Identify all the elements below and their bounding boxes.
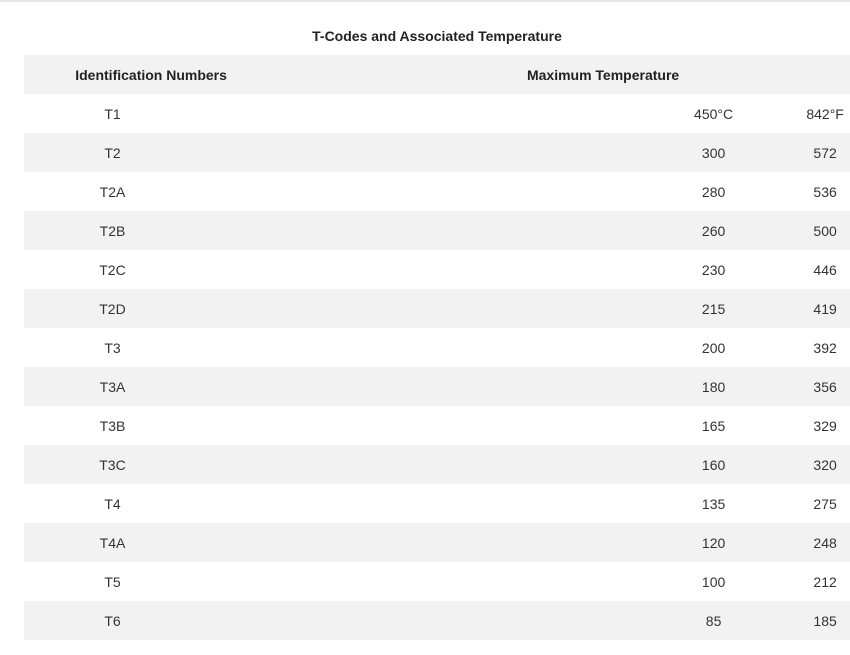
- table-row: [24, 211, 850, 250]
- cell-temperature-fahrenheit: 248: [813, 534, 837, 551]
- cell-temperature-celsius: 450°C: [694, 105, 734, 122]
- cell-temperature-fahrenheit: 842°F: [806, 105, 844, 122]
- table-row: [24, 289, 850, 328]
- table-row: [24, 172, 850, 211]
- table-row: [24, 523, 850, 562]
- cell-temperature-fahrenheit: 356: [813, 378, 837, 395]
- cell-temperature-celsius: 135: [701, 495, 726, 512]
- cell-identification-number: T2: [104, 144, 121, 161]
- cell-identification-number: T6: [104, 612, 121, 629]
- t-codes-table: [24, 16, 850, 640]
- cell-temperature-celsius: 160: [701, 456, 726, 473]
- table-row: [24, 562, 850, 601]
- table-row: [24, 367, 850, 406]
- table-body: [24, 94, 850, 640]
- table-row: [24, 250, 850, 289]
- cell-temperature-celsius: 300: [701, 144, 726, 161]
- table-header-row: [24, 55, 850, 94]
- cell-temperature-celsius: 200: [701, 339, 726, 356]
- cell-temperature-fahrenheit: 275: [813, 495, 837, 512]
- cell-identification-number: T3B: [99, 417, 126, 434]
- cell-temperature-celsius: 180: [701, 378, 726, 395]
- cell-identification-number: T4: [104, 495, 121, 512]
- cell-temperature-celsius: 280: [701, 183, 726, 200]
- cell-temperature-celsius: 165: [701, 417, 726, 434]
- table-row: [24, 484, 850, 523]
- cell-identification-number: T2C: [99, 261, 126, 278]
- cell-temperature-celsius: 230: [701, 261, 726, 278]
- cell-temperature-fahrenheit: 320: [813, 456, 837, 473]
- header-maximum-temperature: Maximum Temperature: [526, 66, 680, 83]
- cell-temperature-celsius: 260: [701, 222, 726, 239]
- cell-temperature-fahrenheit: 446: [813, 261, 837, 278]
- cell-temperature-celsius: 85: [705, 612, 722, 629]
- cell-temperature-fahrenheit: 536: [813, 183, 837, 200]
- cell-temperature-celsius: 120: [701, 534, 726, 551]
- cell-identification-number: T5: [104, 573, 121, 590]
- top-divider: [0, 0, 850, 2]
- cell-temperature-fahrenheit: 212: [813, 573, 837, 590]
- cell-temperature-fahrenheit: 392: [813, 339, 837, 356]
- cell-identification-number: T1: [104, 105, 121, 122]
- table-row: [24, 445, 850, 484]
- table-row: [24, 133, 850, 172]
- table-row: [24, 94, 850, 133]
- table-row: [24, 601, 850, 640]
- cell-identification-number: T4A: [99, 534, 126, 551]
- cell-temperature-fahrenheit: 185: [813, 612, 837, 629]
- table-row: [24, 328, 850, 367]
- cell-temperature-fahrenheit: 419: [813, 300, 837, 317]
- cell-identification-number: T2D: [99, 300, 126, 317]
- cell-identification-number: T3A: [99, 378, 126, 395]
- cell-temperature-fahrenheit: 572: [813, 144, 837, 161]
- cell-temperature-fahrenheit: 500: [813, 222, 837, 239]
- table-title: T-Codes and Associated Temperature: [312, 27, 562, 44]
- cell-identification-number: T2A: [99, 183, 126, 200]
- header-identification-numbers: Identification Numbers: [75, 66, 227, 83]
- cell-temperature-celsius: 100: [701, 573, 726, 590]
- cell-identification-number: T3C: [99, 456, 126, 473]
- cell-temperature-fahrenheit: 329: [813, 417, 837, 434]
- cell-identification-number: T2B: [99, 222, 126, 239]
- cell-temperature-celsius: 215: [701, 300, 726, 317]
- table-row: [24, 406, 850, 445]
- cell-identification-number: T3: [104, 339, 121, 356]
